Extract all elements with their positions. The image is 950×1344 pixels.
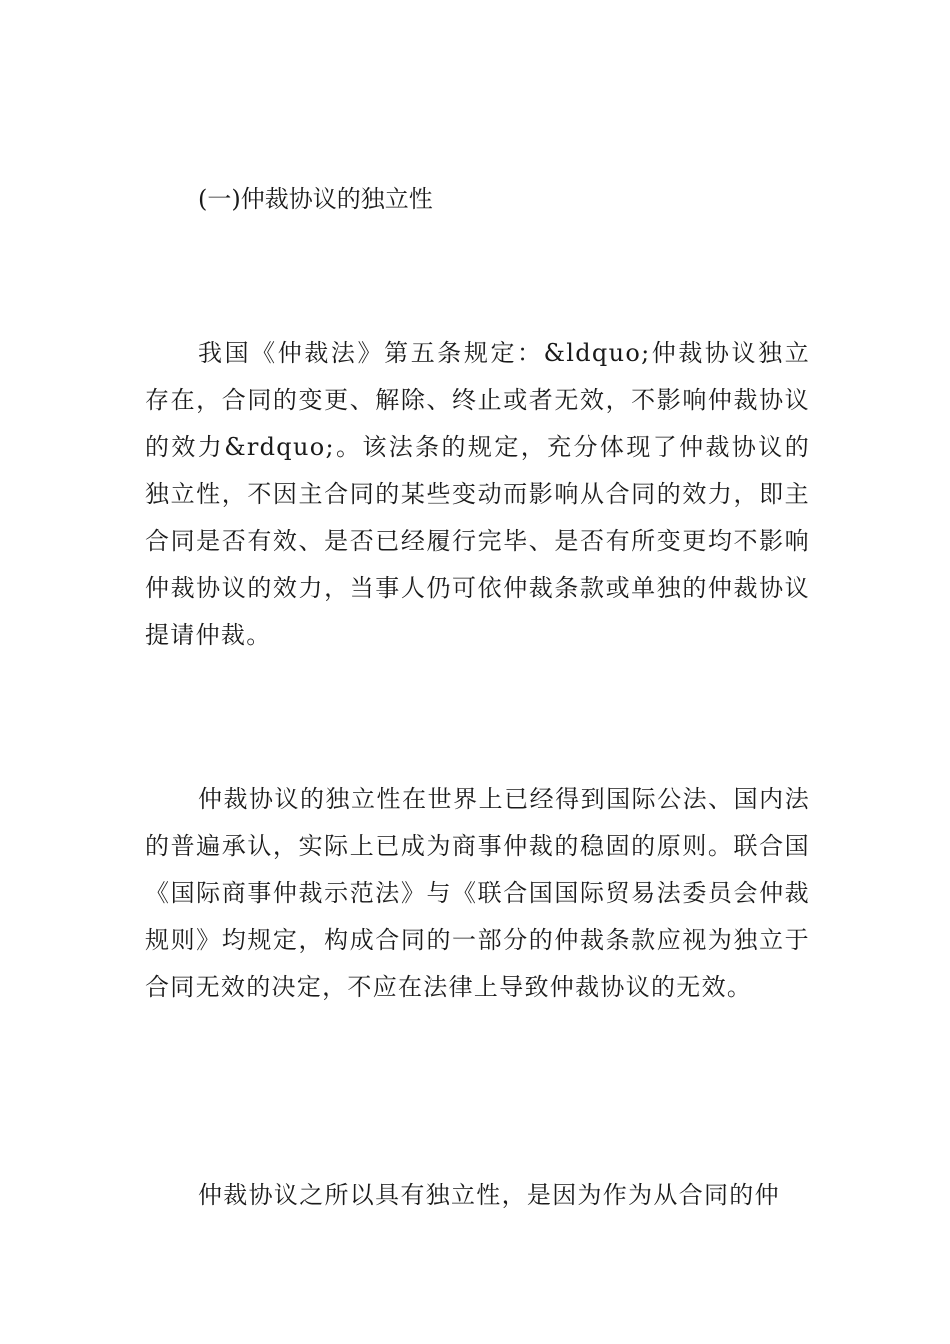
paragraph-2: 仲裁协议的独立性在世界上已经得到国际公法、国内法的普遍承认，实际上已成为商事仲裁的稳固的原则。联合国《国际商事仲裁示范法》与《联合国国际贸易法委员会仲裁规则》均规定，构成合同的一部分的仲裁条款应视为独立于合同无效的决定，不应在法律上导致仲裁协议的无效。 <box>145 785 810 1001</box>
section-heading: (一)仲裁协议的独立性 <box>198 185 433 213</box>
paragraph-1: 我国《仲裁法》第五条规定：&ldquo;仲裁协议独立存在，合同的变更、解除、终止或者无效，不影响仲裁协议的效力&rdquo;。该法条的规定，充分体现了仲裁协议的独立性，不因主合同的某些变动而影响从合同的效力，即主合同是否有效、是否已经履行完毕、是否有所变更均不影响仲裁协议的效力，当事人仍可依仲裁条款或单独的仲裁协议提请仲裁。 <box>145 339 810 649</box>
paragraph-3: 仲裁协议之所以具有独立性，是因为作为从合同的仲 <box>198 1181 780 1209</box>
